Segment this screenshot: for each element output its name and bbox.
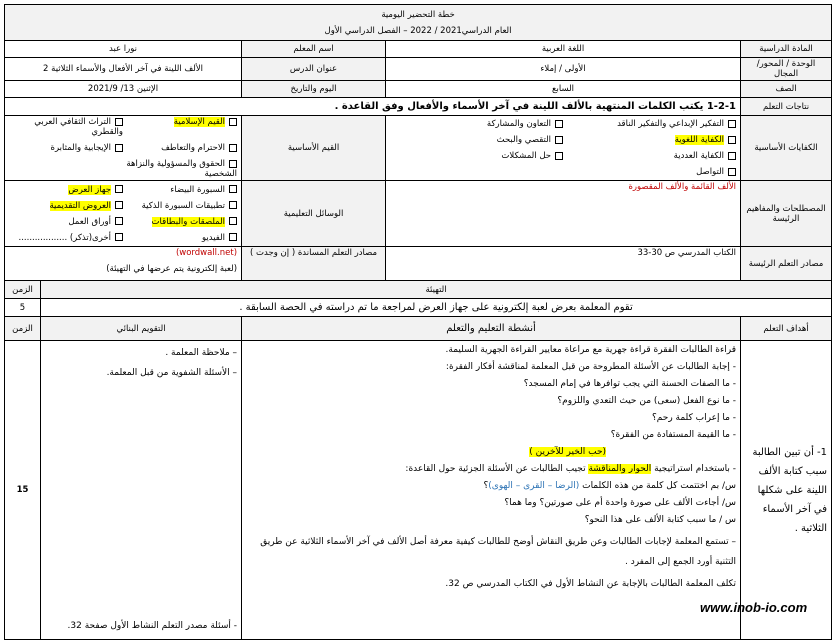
checkbox-icon[interactable] (229, 144, 237, 152)
checkbox-label: الإيجابية والمثابرة (50, 143, 112, 153)
checkbox-item[interactable] (563, 119, 736, 129)
main-time-label: الزمن (5, 317, 41, 341)
question-3: س / ما سبب كتابة الألف على هذا النحو؟ (584, 515, 737, 525)
checkbox-item[interactable] (123, 143, 237, 153)
checkbox-icon[interactable] (728, 152, 736, 160)
checkbox-label: تطبيقات السبورة الذكية (141, 200, 226, 211)
checkbox-icon[interactable] (229, 160, 237, 168)
main-time: 15 (5, 341, 41, 640)
explanation: – تستمع المعلمة لإجابات الطالبات وعن طريق النقاش أوضح للطالبات كيفية معرفة أصل الألف في آخر الأسماء الثلاثية عن طريق التثنية أورد الجمع إلى المفرد . (260, 537, 737, 567)
assessment-cell (41, 341, 242, 640)
checkbox-icon[interactable] (229, 233, 237, 241)
checkbox-icon[interactable] (115, 118, 123, 126)
checkbox-item[interactable] (123, 185, 237, 195)
checkbox-item[interactable] (390, 135, 563, 145)
checkbox-icon[interactable] (229, 201, 237, 209)
checkbox-icon[interactable] (728, 136, 736, 144)
strategy-pre: - باستخدام استراتيجية (651, 464, 737, 474)
checkbox-label: التعاون والمشاركة (486, 119, 552, 129)
watermark: www.inob-io.com (700, 600, 808, 615)
activity-line: - إجابة الطالبات عن الأسئلة المطروحة من قبل المعلمة لمناقشة أفكار الفقرة: (445, 362, 737, 372)
terms-value: الألف القائمة والألف المقصورة (386, 181, 741, 247)
intro-time-label: الزمن (5, 281, 41, 299)
checkbox-label: الحقوق والمسؤولية والنزاهة الشخصية (126, 159, 238, 179)
outcomes-value: 1-2-1 يكتب الكلمات المنتهية بالألف اللينة في آخر الأسماء والأفعال وفق القاعدة . (5, 98, 741, 116)
checkbox-item[interactable] (9, 117, 123, 137)
activity-line: - ما الصفات الحسنة التي يجب توافرها في إمام المسجد؟ (523, 379, 737, 389)
checkbox-label: العروض التقديمية (49, 200, 112, 211)
question-1-words: (الرضا – القرى – الهوى) (488, 481, 580, 491)
value-answer: (حب الخير للآخرين ) (529, 447, 607, 457)
outcomes-label: نتاجات التعلم (741, 98, 832, 116)
lesson-value: الألف اللينة في آخر الأفعال والأسماء الثلاثية 2 (5, 58, 242, 81)
question-1-end: ؟ (483, 481, 489, 491)
lesson-plan-table (4, 4, 832, 640)
checkbox-label: التقصي والبحث (496, 135, 552, 145)
intro-time: 5 (5, 299, 41, 317)
intro-label: التهيئة (41, 281, 832, 299)
values-label: القيم الأساسية (242, 116, 386, 181)
subject-label: المادة الدراسية (741, 41, 832, 58)
checkbox-label: جهاز العرض (68, 184, 112, 195)
checkbox-label: الملصقات والبطاقات (151, 216, 226, 227)
question-1: س/ بم اختتمت كل كلمة من هذه الكلمات (579, 481, 737, 491)
checkbox-item[interactable] (390, 151, 563, 161)
checkbox-label: القيم الإسلامية (173, 117, 226, 127)
question-2: س/ أجاءت الألف على صورة واحدة أم على صورتين؟ وما هما؟ (504, 498, 737, 508)
teacher-value: نورا عبد (5, 41, 242, 58)
assessment-final: - أسئلة مصدر التعلم النشاط الأول صفحة 32. (67, 621, 238, 631)
activities-cell (242, 341, 741, 640)
checkbox-icon[interactable] (728, 120, 736, 128)
assessment-item: – ملاحظة المعلمة . (165, 348, 238, 358)
competencies-label: الكفايات الأساسية (741, 116, 832, 181)
checkbox-label: أوراق العمل (68, 216, 112, 227)
unit-label: الوحدة / المحور/ المجال (741, 58, 832, 81)
checkbox-icon[interactable] (229, 185, 237, 193)
final-task: تكلف المعلمة الطالبات بالإجابة عن النشاط الأول في الكتاب المدرسي ص 32. (445, 579, 737, 589)
checkbox-item[interactable] (9, 217, 123, 227)
unit-value: الأولى / إملاء (386, 58, 741, 81)
objective-text: 1- أن تبين الطالبة سبب كتابة الألف اللينة على شكلها في آخر الأسماء الثلاثية . (741, 341, 832, 640)
checkbox-item[interactable] (563, 135, 736, 145)
checkbox-label: السبورة البيضاء (170, 184, 226, 195)
competencies-list (386, 116, 741, 181)
assessment-label: التقويم البنائي (41, 317, 242, 341)
checkbox-label: التفكير الإبداعي والتفكير الناقد (617, 119, 725, 129)
checkbox-icon[interactable] (115, 144, 123, 152)
tools-label: الوسائل التعليمية (242, 181, 386, 247)
checkbox-icon[interactable] (115, 233, 123, 241)
checkbox-icon[interactable] (555, 120, 563, 128)
checkbox-item[interactable] (9, 185, 123, 195)
checkbox-label: الكفاية اللغوية (674, 135, 725, 145)
objectives-label: أهداف التعلم (741, 317, 832, 341)
checkbox-item[interactable] (9, 233, 123, 243)
activity-line: - ما القيمة المستفادة من الفقرة؟ (610, 430, 737, 440)
activities-label: أنشطة التعليم والتعلم (242, 317, 741, 341)
checkbox-item[interactable] (123, 217, 237, 227)
subject-value: اللغة العربية (386, 41, 741, 58)
teacher-label: اسم المعلم (242, 41, 386, 58)
lesson-label: عنوان الدرس (242, 58, 386, 81)
checkbox-icon[interactable] (115, 201, 123, 209)
checkbox-icon[interactable] (728, 168, 736, 176)
checkbox-item[interactable] (563, 151, 736, 161)
strategy-post: تجيب الطالبات عن الأسئلة الجزئية حول القاعدة: (405, 464, 589, 474)
checkbox-label: التراث الثقافي العربي والقطري (34, 117, 124, 137)
grade-label: الصف (741, 81, 832, 98)
tools-list (5, 181, 242, 247)
values-list (5, 116, 242, 181)
checkbox-item[interactable] (123, 233, 237, 243)
checkbox-icon[interactable] (555, 136, 563, 144)
activity-line: - ما نوع الفعل (سعى) من حيث التعدي واللزوم؟ (557, 396, 737, 406)
activity-line: - ما إعراب كلمة رحم؟ (651, 413, 737, 423)
checkbox-icon[interactable] (229, 217, 237, 225)
checkbox-label: أخرى(تذكر) .................. (18, 232, 112, 243)
checkbox-icon[interactable] (555, 152, 563, 160)
grade-value: السابع (386, 81, 741, 98)
checkbox-item[interactable] (390, 119, 563, 129)
checkbox-label: حل المشكلات (501, 151, 552, 161)
checkbox-item[interactable] (563, 167, 736, 177)
terms-label: المصطلحات والمفاهيم الرئيسة (741, 181, 832, 247)
checkbox-icon[interactable] (229, 118, 237, 126)
checkbox-label: التواصل (696, 167, 725, 177)
support-resources-label: مصادر التعلم المساندة ( إن وجدت ) (242, 247, 386, 281)
checkbox-label: الكفاية العددية (673, 151, 725, 161)
strategy-name: الحوار والمناقشة (588, 464, 652, 474)
plan-header (5, 5, 832, 41)
checkbox-item[interactable] (123, 117, 237, 137)
checkbox-label: الفيديو (201, 232, 226, 243)
date-value: الإثنين 13/ 2021/9 (5, 81, 242, 98)
checkbox-item[interactable] (9, 143, 123, 153)
activity-line: قراءة الطالبات الفقرة قراءة جهرية مع مراعاة معايير القراءة الجهرية السليمة. (445, 345, 737, 355)
checkbox-label: الاحترام والتعاطف (161, 143, 226, 153)
checkbox-icon[interactable] (115, 217, 123, 225)
checkbox-item[interactable] (123, 201, 237, 211)
academic-year: العام الدراسي2021 / 2022 – الفصل الدراسي الأول (324, 25, 512, 36)
support-resources-text: (لعبة إلكترونية يتم عرضها في التهيئة) (106, 264, 238, 274)
assessment-item: – الأسئلة الشفوية من قبل المعلمة. (106, 368, 238, 378)
checkbox-item[interactable] (123, 159, 237, 179)
resources-label: مصادر التعلم الرئيسة (741, 247, 832, 281)
checkbox-icon[interactable] (115, 185, 123, 193)
date-label: اليوم والتاريخ (242, 81, 386, 98)
resources-value: الكتاب المدرسي ص 30-33 (386, 247, 741, 281)
checkbox-item[interactable] (9, 201, 123, 211)
wordwall-link[interactable]: (wordwall.net) (175, 248, 238, 258)
plan-title: خطة التحضير اليومية (381, 9, 455, 20)
intro-text: تقوم المعلمة بعرض لعبة إلكترونية على جهاز العرض لمراجعة ما تم دراسته في الحصة السابقة . (41, 299, 832, 317)
